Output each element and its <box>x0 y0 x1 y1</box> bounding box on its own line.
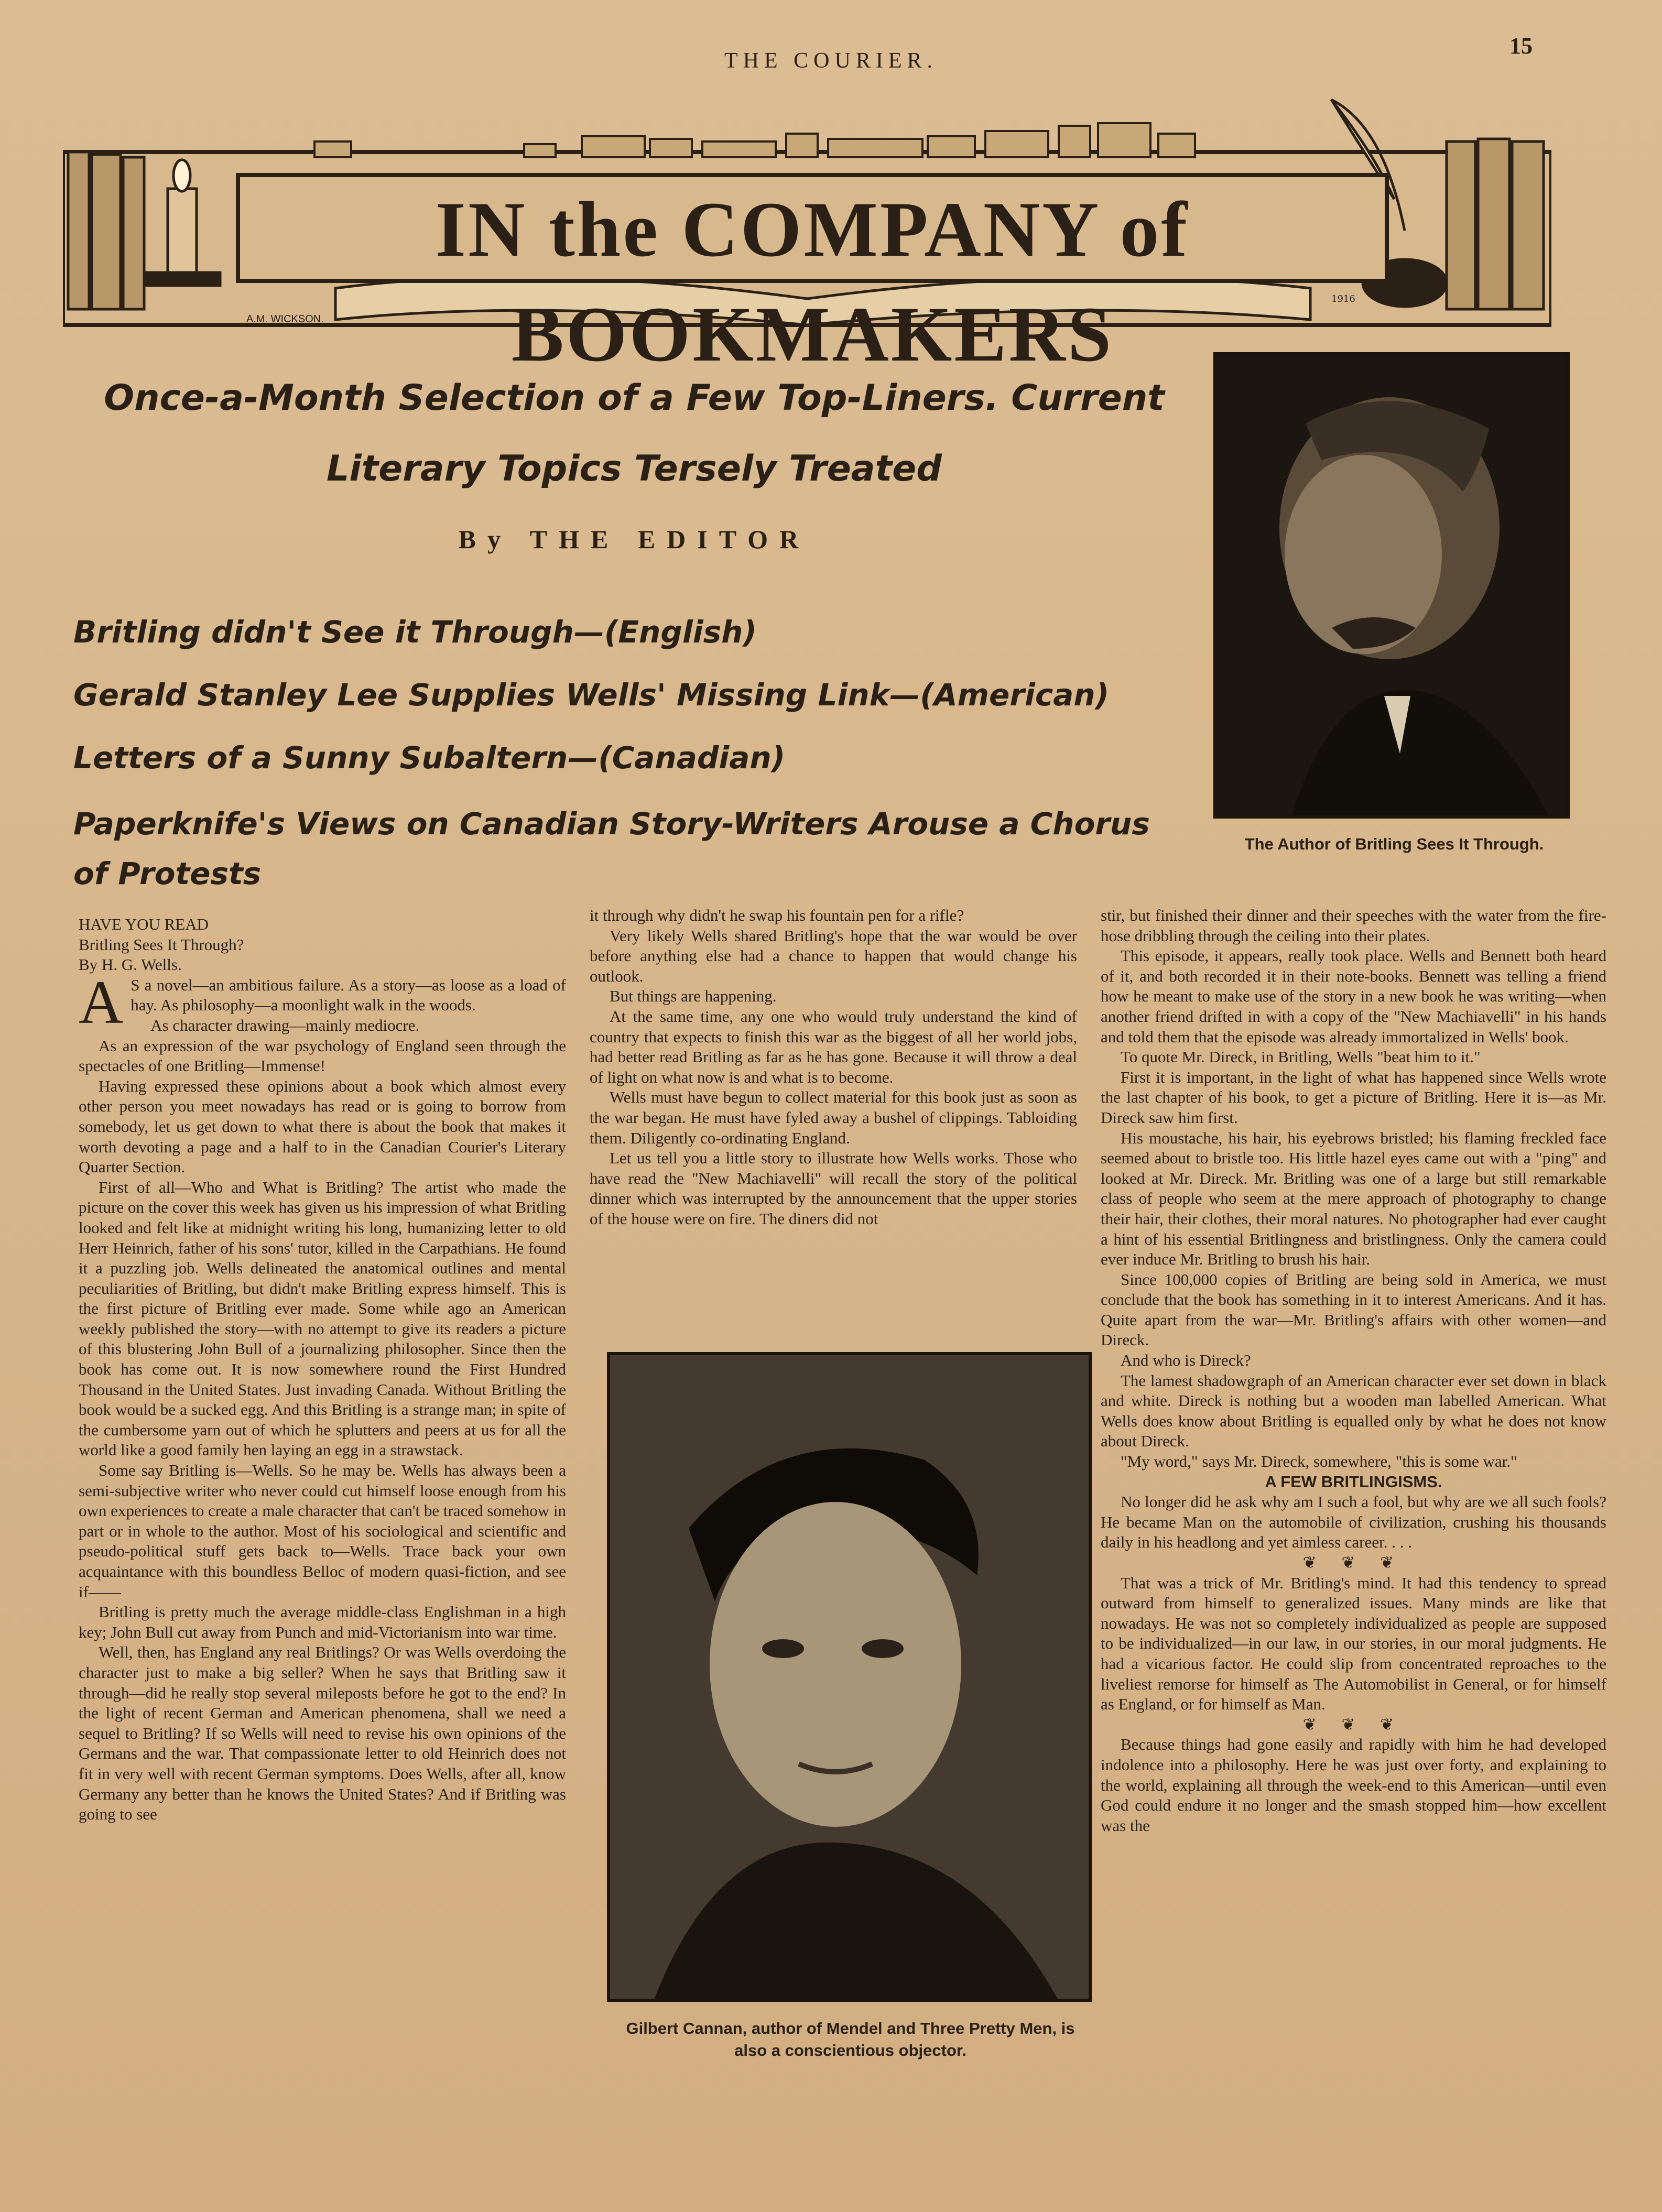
col2-para: Let us tell you a little story to illustrate how Wells works. Those who have read the "New Machiavelli" will recall the story of the political dinner which was interrupted by the announcement that the upper stories of the house were on fire. The diners did not <box>590 1149 1077 1228</box>
cannan-caption: Gilbert Cannan, author of Mendel and Three Pretty Men, is also a conscientious objector. <box>626 2019 1075 2060</box>
page-number: 15 <box>1509 33 1533 59</box>
col1-para: S a novel—an ambitious failure. As a story—as loose as a load of hay. As philosophy—a moonlight walk in the woods. <box>131 975 566 1015</box>
col3-para: Since 100,000 copies of Britling are being sold in America, we must conclude that the book has something in it to interest Americans. And it has. Quite apart from the war—Mr. Britling's affairs with other women—and Direck. <box>1101 1270 1606 1349</box>
col3-para: "My word," says Mr. Direck, somewhere, "this is some war." <box>1121 1452 1517 1471</box>
col3-para: That was a trick of Mr. Britling's mind. It had this tendency to spread outward from himself to generalized issues. Many minds are like that nowadays. He was not so completely individualized as people are supposed to be individualized—in our law, in our stories, in our moral judgments. He had a vicarious factor. He could slip from concentrated reproaches to the liveliest remorse for himself as The Automobilist in General, or for himself as England, or for himself as Man. <box>1101 1573 1606 1714</box>
wells-caption: The Author of Britling Sees It Through. <box>1244 835 1544 853</box>
col1-para: Having expressed these opinions about a book which almost every other person you meet nowadays has read or is going to borrow from somebody, let us get down to what there is about the book that makes it worth devoting a page and a half to in the Canadian Courier's Literary Quarter Section. <box>79 1076 566 1176</box>
masthead-banner <box>63 94 1551 378</box>
masthead-title: IN the COMPANY of BOOKMAKERS <box>435 186 1190 378</box>
byline: By THE EDITOR <box>458 525 810 554</box>
col1-para: Well, then, has England any real Britlings? Or was Wells overdoing the character just to make a big seller? When he says that Britling saw it through—did he really stop several mileposts before he got to the end? In the light of recent German and American phenomena, shall we need a sequel to Britling? If so Wells will need to revise his own opinions of the Germans and the war. That compassionate letter to old Heinrich does not fit in very well with recent German symptoms. Does Wells, after all, know Germany any better than he knows the United States? And if Britling was going to see <box>79 1643 566 1824</box>
col1-para: As an expression of the war psychology of England seen through the spectacles of one Britling—Immense! <box>79 1036 566 1075</box>
column-2 <box>590 906 1077 1229</box>
col1-para: Britling is pretty much the average middle-class Englishman in a high key; John Bull cut away from Punch and mid-Victorianism into war time. <box>79 1603 566 1641</box>
col1-para: First of all—Who and What is Britling? The artist who made the picture on the cover this week has given us his impression of what Britling looked and felt like at midnight writing his long, humanizing letter to old Herr Heinrich, father of his sons' tutor, killed in the Carpathians. He found it a puzzling job. Wells delineated the anatomical outlines and mental peculiarities of Britling, but didn't make Britling express himself. This is the first picture of Britling ever made. Some while ago an American weekly published the story—with no attempt to give its readers a picture of this blustering John Bull of a journalizing philosopher. Since then the book has come out. It is now somewhere round the First Hundred Thousand in the United States. Just invading Canada. Without Britling the book would be a sucked egg. And this Britling is a strange man; in spite of the cumbersome yarn out of which he splutters and peers at us for all the world like a good family hen laying an egg in a strawstack. <box>79 1178 566 1459</box>
col1-heading-author: By H. G. Wells. <box>79 955 182 974</box>
col3-para: To quote Mr. Direck, in Britling, Wells "beat him to it." <box>1121 1048 1481 1066</box>
col2-para: Wells must have begun to collect material for this book just as soon as the war began. He must have fyled away a bushel of clippings. Tabloiding them. Diligently co-ordinating England. <box>590 1088 1077 1147</box>
col2-para: Very likely Wells shared Britling's hope that the war would be over before anything else had a chance to happen that would change his outlook. <box>590 926 1077 985</box>
col1-para: As character drawing—mainly mediocre. <box>150 1016 420 1034</box>
col1-heading-have-you-read: HAVE YOU READ <box>79 915 209 933</box>
drop-cap: A <box>79 967 124 1037</box>
subtitle-line-2: Literary Topics Tersely Treated <box>327 448 942 489</box>
wells-portrait-image <box>1216 355 1570 819</box>
col3-para: stir, but finished their dinner and their speeches with the water from the fire-hose dribbling through the ceiling into their plates. <box>1101 906 1606 945</box>
section-heading-britlingisms: A FEW BRITLINGISMS. <box>1265 1472 1442 1491</box>
headline-britling: Britling didn't See it Through—(English) <box>73 614 757 650</box>
col2-para: But things are happening. <box>610 987 777 1006</box>
cannan-portrait-image <box>610 1355 1092 2002</box>
running-head: THE COURIER. <box>724 49 938 73</box>
col3-para: No longer did he ask why am I such a fool, but why are we all such fools? He became Man on the automobile of civilization, crushing his thousands daily in his headlong and yet aimless career. . . . <box>1101 1492 1606 1552</box>
cannan-portrait <box>607 1352 1092 2002</box>
col3-para: First it is important, in the light of what has happened since Wells wrote the last chapter of his book, to get a picture of Britling. Here it is—as Mr. Direck saw him first. <box>1101 1067 1606 1127</box>
col2-para: At the same time, any one who would truly understand the kind of country that expects to finish this war as the biggest of all her world jobs, had better read Britling as far as he has gone. Because it will throw a deal of light on what now is and what is to become. <box>590 1007 1077 1086</box>
col3-para: The lamest shadowgraph of an American character ever set down in black and white. Direck is nothing but a wooden man labelled American. What Wells does know about Britling is equalled only by what he does not know about Direck. <box>1101 1371 1606 1451</box>
col3-para: And who is Direck? <box>1121 1351 1251 1370</box>
headline-paperknife: Paperknife's Views on Canadian Story-Writers Arouse a Chorus of Protests <box>73 806 1150 891</box>
col3-para: Because things had gone easily and rapidly with him he had developed indolence into a philosophy. Here he was just over forty, and explaining to the world, explaining all through the week-end to this American—until even God could endure it no longer and the smash stopped him—how excellent was the <box>1101 1735 1606 1835</box>
headline-subaltern: Letters of a Sunny Subaltern—(Canadian) <box>73 740 786 776</box>
subtitle-line-1: Once-a-Month Selection of a Few Top-Liners. Current <box>104 377 1165 419</box>
col2-para: it through why didn't he swap his fountain pen for a rifle? <box>590 906 964 924</box>
col3-para: This episode, it appears, really took place. Wells and Bennett both heard of it, and both recorded it in their note-books. Bennett was telling a friend how he meant to make use of the story in a new book he was writing—when another friend drifted in with a copy of the "New Machiavelli" in his hands and told them that the episode was already immortalized in Wells' book. <box>1101 946 1606 1046</box>
column-1 <box>79 914 566 1825</box>
banner-year: 1916 <box>1331 293 1355 304</box>
wells-portrait <box>1213 352 1570 819</box>
column-3 <box>1101 906 1606 1836</box>
artist-signature: A.M. WICKSON. <box>246 313 324 325</box>
col1-para: Some say Britling is—Wells. So he may be. Wells has always been a semi-subjective writer who never could cut himself loose enough from his own experiences to create a male character that can't be traced somehow in part or in whole to the author. Most of his sociological and scientific and pseudo-political stuff gets back to—Wells. Trace back your own acquaintance with this boundless Belloc of modern quasi-fiction, and see if—— <box>79 1461 566 1601</box>
col1-heading-title: Britling Sees It Through? <box>79 935 244 954</box>
col3-para: His moustache, his hair, his eyebrows bristled; his flaming freckled face seemed about to bristle too. His little hazel eyes came out with a "ping" and looked at Mr. Direck. Mr. Britling was one of a large but still remarkable class of people who seem at the mere approach of photography to change their hair, their clothes, their moral natures. No photographer had ever caught a hint of his essential Britlingness and bristlingness. Only the camera could ever induce Mr. Britling to brush his hair. <box>1101 1128 1606 1269</box>
ornament-divider: ❦ ❦ ❦ <box>1302 1553 1405 1572</box>
ornament-divider: ❦ ❦ ❦ <box>1302 1715 1405 1734</box>
headline-lee: Gerald Stanley Lee Supplies Wells' Missing Link—(American) <box>73 677 1110 713</box>
